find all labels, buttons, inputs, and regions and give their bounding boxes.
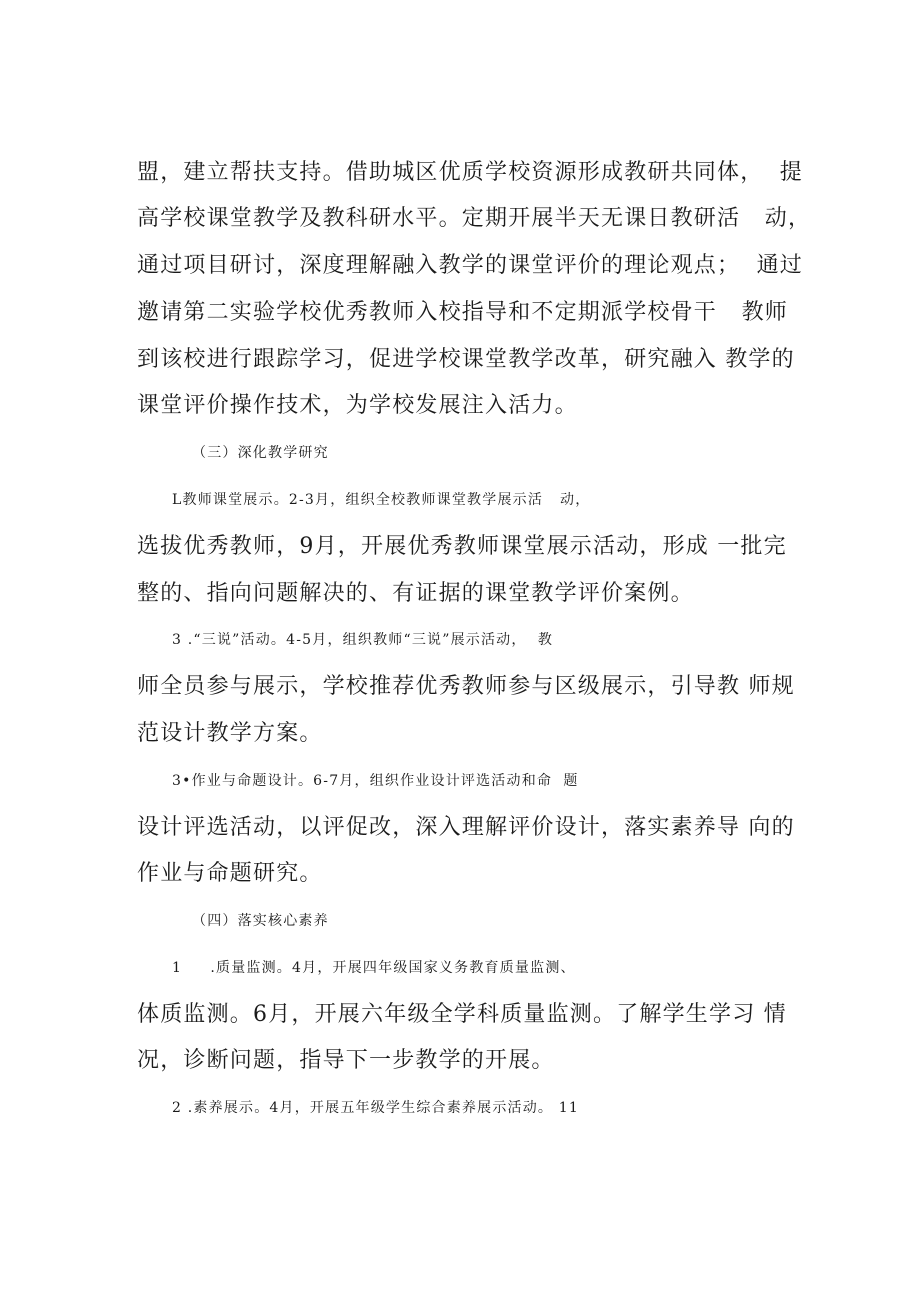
paragraph-line: 邀请第二实验学校优秀教师入校指导和不定期派学校骨干 教师: [137, 300, 788, 325]
paragraph-line: 师全员参与展示，学校推荐优秀教师参与区级展示，引导教 师规: [137, 674, 795, 699]
paragraph-line: L教师课堂展示。2-3月，组织全校教师课堂教学展示活 动，: [172, 492, 591, 508]
paragraph-line: 1 .质量监测。4月，开展四年级国家义务教育质量监测、: [172, 960, 576, 976]
paragraph-line: 3 .“三说”活动。4-5月，组织教师“三说”展示活动， 教: [172, 632, 554, 648]
section-heading: （四）落实核心素养: [192, 913, 329, 929]
paragraph-line: 通过项目研讨，深度理解融入教学的课堂评价的理论观点； 通过: [137, 253, 803, 278]
paragraph-line: 盟，建立帮扶支持。借助城区优质学校资源形成教研共同体， 提: [137, 160, 803, 185]
paragraph-line: 选拔优秀教师，9月，开展优秀教师课堂展示活动，形成 一批完: [137, 534, 787, 559]
paragraph-line: 高学校课堂教学及教科研水平。定期开展半天无课日教研活 动，: [137, 206, 812, 231]
paragraph-line: 3•作业与命题设计。6-7月，组织作业设计评选活动和命 题: [172, 773, 579, 789]
paragraph-line: 课堂评价操作技术，为学校发展注入活力。: [137, 393, 578, 418]
paragraph-line: 体质监测。6月，开展六年级全学科质量监测。了解学生学习 情: [137, 1002, 787, 1027]
paragraph-line: 2 .素养展示。4月，开展五年级学生综合素养展示活动。 11: [172, 1100, 579, 1116]
section-heading: （三）深化教学研究: [192, 445, 329, 461]
paragraph-line: 况，诊断问题，指导下一步教学的开展。: [137, 1048, 555, 1073]
paragraph-line: 设计评选活动，以评促改，深入理解评价设计，落实素养导 向的: [137, 815, 795, 840]
paragraph-line: 作业与命题研究。: [137, 861, 323, 886]
paragraph-line: 整的、指向问题解决的、有证据的课堂教学评价案例。: [137, 581, 694, 606]
paragraph-line: 到该校进行跟踪学习，促进学校课堂教学改革，研究融入 教学的: [137, 347, 795, 372]
paragraph-line: 范设计教学方案。: [137, 721, 323, 746]
